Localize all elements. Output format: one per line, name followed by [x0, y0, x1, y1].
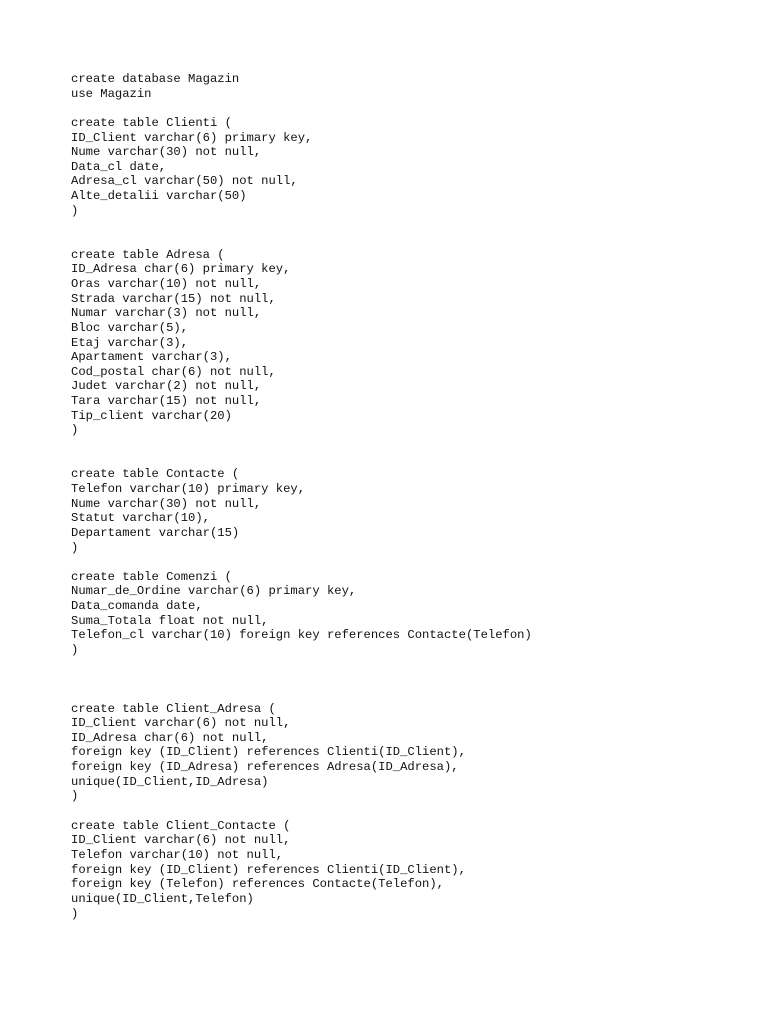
code-line: Bloc varchar(5),: [71, 320, 189, 335]
code-line: Numar varchar(3) not null,: [71, 306, 262, 321]
code-line: Oras varchar(10) not null,: [71, 276, 262, 291]
code-line: ID_Client varchar(6) not null,: [71, 833, 291, 848]
code-line: Statut varchar(10),: [71, 511, 210, 526]
code-line: create table Comenzi (: [71, 569, 232, 584]
code-line: [71, 233, 751, 248]
sql-document: [71, 72, 751, 921]
code-line: Telefon varchar(10) primary key,: [71, 481, 306, 496]
code-line: ID_Client varchar(6) primary key,: [71, 130, 313, 145]
code-line: Nume varchar(30) not null,: [71, 496, 262, 511]
code-line: [71, 218, 751, 233]
code-line: Etaj varchar(3),: [71, 335, 189, 350]
code-line: ): [71, 423, 79, 438]
code-line: Numar_de_Ordine varchar(6) primary key,: [71, 584, 357, 599]
code-line: unique(ID_Client,ID_Adresa): [71, 774, 269, 789]
code-line: Tara varchar(15) not null,: [71, 394, 262, 409]
code-line: foreign key (ID_Client) references Clienti(ID_Client),: [71, 862, 466, 877]
code-line: Cod_postal char(6) not null,: [71, 364, 276, 379]
code-line: Telefon varchar(10) not null,: [71, 847, 284, 862]
code-line: Judet varchar(2) not null,: [71, 379, 262, 394]
code-line: ): [71, 203, 79, 218]
code-line: foreign key (ID_Client) references Clienti(ID_Client),: [71, 745, 466, 760]
code-line: ): [71, 642, 79, 657]
code-line: create table Clienti (: [71, 115, 232, 130]
code-line: foreign key (Telefon) references Contacte(Telefon),: [71, 877, 444, 892]
code-line: ): [71, 906, 79, 921]
code-line: [71, 453, 751, 468]
code-line: ID_Adresa char(6) primary key,: [71, 262, 291, 277]
code-line: create table Client_Adresa (: [71, 701, 276, 716]
code-line: Strada varchar(15) not null,: [71, 291, 276, 306]
code-line: [71, 672, 751, 687]
code-line: Tip_client varchar(20): [71, 408, 232, 423]
code-line: create table Contacte (: [71, 467, 240, 482]
code-line: create table Client_Contacte (: [71, 818, 291, 833]
code-line: ID_Client varchar(6) not null,: [71, 716, 291, 731]
code-line: ): [71, 540, 79, 555]
code-line: unique(ID_Client,Telefon): [71, 891, 254, 906]
code-line: [71, 555, 751, 570]
code-line: use Magazin: [71, 86, 152, 101]
code-line: ID_Adresa char(6) not null,: [71, 730, 269, 745]
code-line: [71, 687, 751, 702]
code-line: create database Magazin: [71, 72, 240, 86]
code-line: Departament varchar(15): [71, 525, 240, 540]
code-line: Data_comanda date,: [71, 599, 203, 614]
code-line: [71, 101, 751, 116]
code-line: foreign key (ID_Adresa) references Adresa(ID_Adresa),: [71, 760, 459, 775]
code-line: Telefon_cl varchar(10) foreign key references Contacte(Telefon): [71, 628, 532, 643]
code-line: Apartament varchar(3),: [71, 350, 232, 365]
code-line: Alte_detalii varchar(50): [71, 189, 247, 204]
code-line: Nume varchar(30) not null,: [71, 145, 262, 160]
code-line: create table Adresa (: [71, 247, 225, 262]
code-line: Adresa_cl varchar(50) not null,: [71, 174, 298, 189]
code-line: Suma_Totala float not null,: [71, 613, 269, 628]
code-line: Data_cl date,: [71, 159, 167, 174]
code-line: [71, 804, 751, 819]
code-line: [71, 438, 751, 453]
code-line: ): [71, 789, 79, 804]
code-line: [71, 658, 751, 673]
